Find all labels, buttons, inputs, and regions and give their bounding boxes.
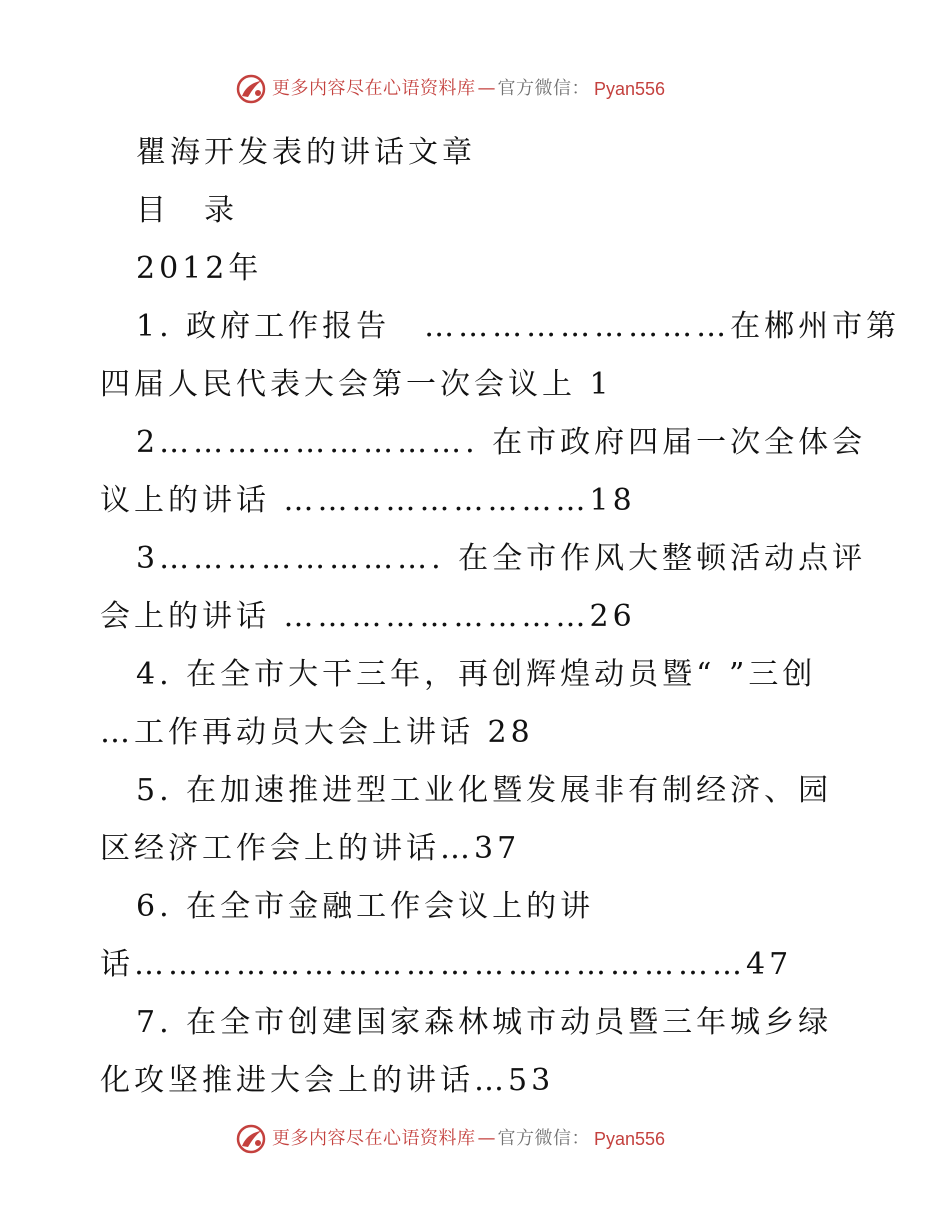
toc-line: 话………………………………………………47 — [100, 947, 793, 982]
watermark-id: Pyan556 — [594, 79, 666, 99]
watermark-dash: — — [477, 1128, 496, 1149]
document-body — [100, 124, 901, 1110]
toc-line: 议上的讲话 ………………………18 — [100, 483, 636, 518]
toc-year: 2012年 — [136, 251, 263, 286]
toc-line: 4. 在全市大干三年，再创辉煌动员暨“ ”三创 — [136, 657, 817, 692]
pen-logo-icon — [236, 74, 266, 104]
toc-line: 会上的讲话 ………………………26 — [100, 599, 636, 634]
toc-line: 5. 在加速推进型工业化暨发展非有制经济、园 — [136, 773, 833, 808]
document-title: 瞿海开发表的讲话文章 — [136, 135, 476, 170]
watermark-id: Pyan556 — [594, 1129, 666, 1149]
toc-line: 7. 在全市创建国家森林城市动员暨三年城乡绿 — [136, 1005, 833, 1040]
pen-logo-icon — [236, 1124, 266, 1154]
watermark-text: 更多内容尽在心语资料库 — [272, 78, 476, 99]
toc-line: 3……………………. 在全市作风大整顿活动点评 — [136, 541, 867, 576]
toc-line: …工作再动员大会上讲话 28 — [100, 715, 534, 750]
toc-line: 化攻坚推进大会上的讲话…53 — [100, 1063, 555, 1098]
watermark-header — [236, 74, 665, 104]
toc-line: 1. 政府工作报告 ………………………在郴州市第 — [136, 309, 901, 344]
watermark-dash: — — [477, 78, 496, 99]
toc-line: 区经济工作会上的讲话…37 — [100, 831, 521, 866]
toc-line: 6. 在全市金融工作会议上的讲 — [136, 889, 595, 924]
watermark-official: 官方微信： — [497, 1128, 590, 1149]
watermark-footer — [236, 1124, 665, 1154]
watermark-text: 更多内容尽在心语资料库 — [272, 1128, 476, 1149]
toc-line: 四届人民代表大会第一次会议上 1 — [100, 367, 613, 402]
toc-heading: 目 录 — [136, 193, 238, 228]
watermark-official: 官方微信： — [497, 78, 590, 99]
toc-line: 2………………………. 在市政府四届一次全体会 — [136, 425, 867, 460]
